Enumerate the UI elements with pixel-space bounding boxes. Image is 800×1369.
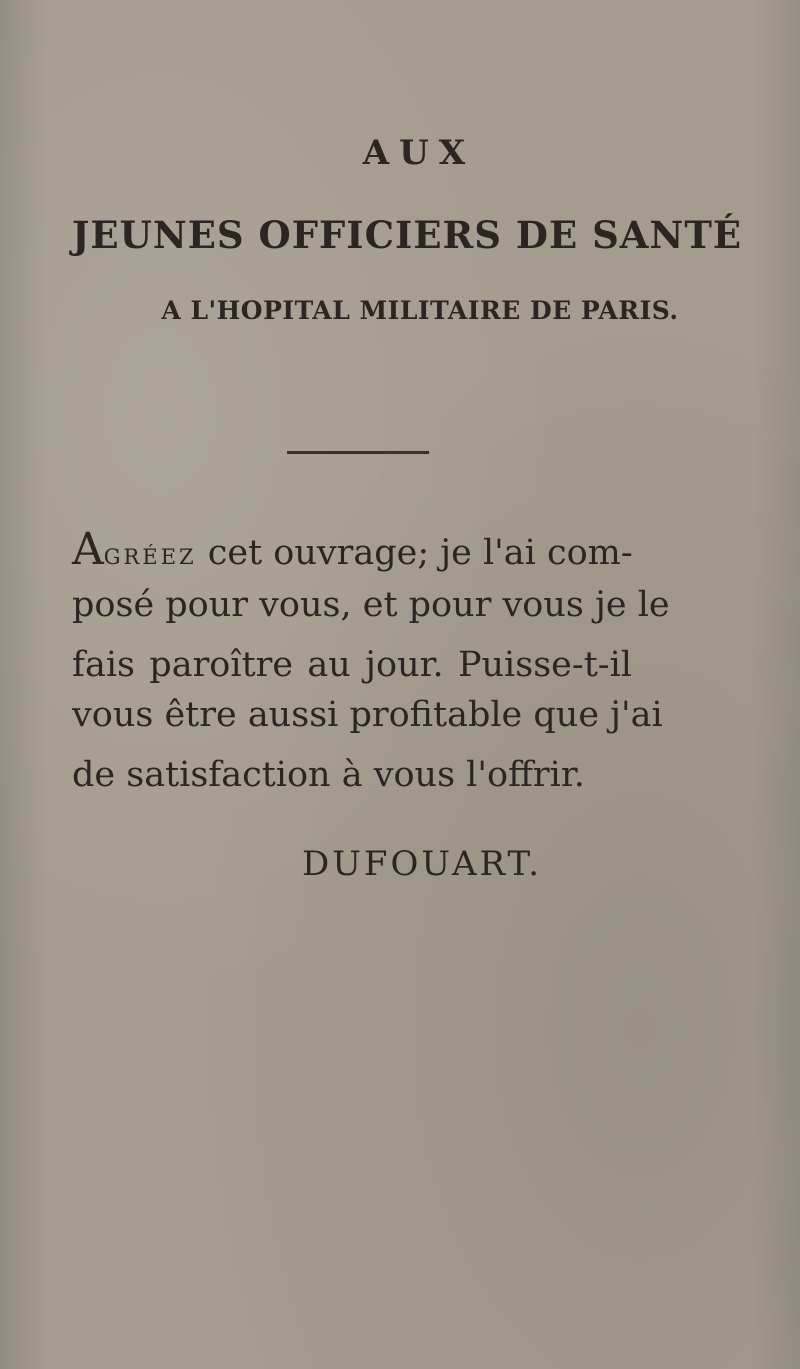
dedication-line-5: de satisfaction à vous l'offrir.	[72, 755, 585, 795]
heading-aux: AUX	[362, 133, 476, 173]
heading-title: JEUNES OFFICIERS DE SANTÉ	[71, 213, 743, 257]
dedication-line-1	[72, 524, 633, 577]
smallcaps-word: GRÉEZ	[103, 545, 197, 569]
dedication-line-3: fais paroître au jour. Puisse-t-il	[72, 645, 632, 685]
dedication-line-4: vous être aussi profitable que j'ai	[72, 695, 663, 735]
signature: DUFOUART.	[302, 844, 543, 884]
dedication-line-1-rest: cet ouvrage; je l'ai com-	[196, 533, 633, 573]
drop-cap: A	[72, 524, 104, 575]
dedication-line-2: posé pour vous, et pour vous je le	[72, 585, 670, 625]
section-divider	[287, 451, 429, 454]
heading-subtitle: A L'HOPITAL MILITAIRE DE PARIS.	[161, 296, 679, 325]
